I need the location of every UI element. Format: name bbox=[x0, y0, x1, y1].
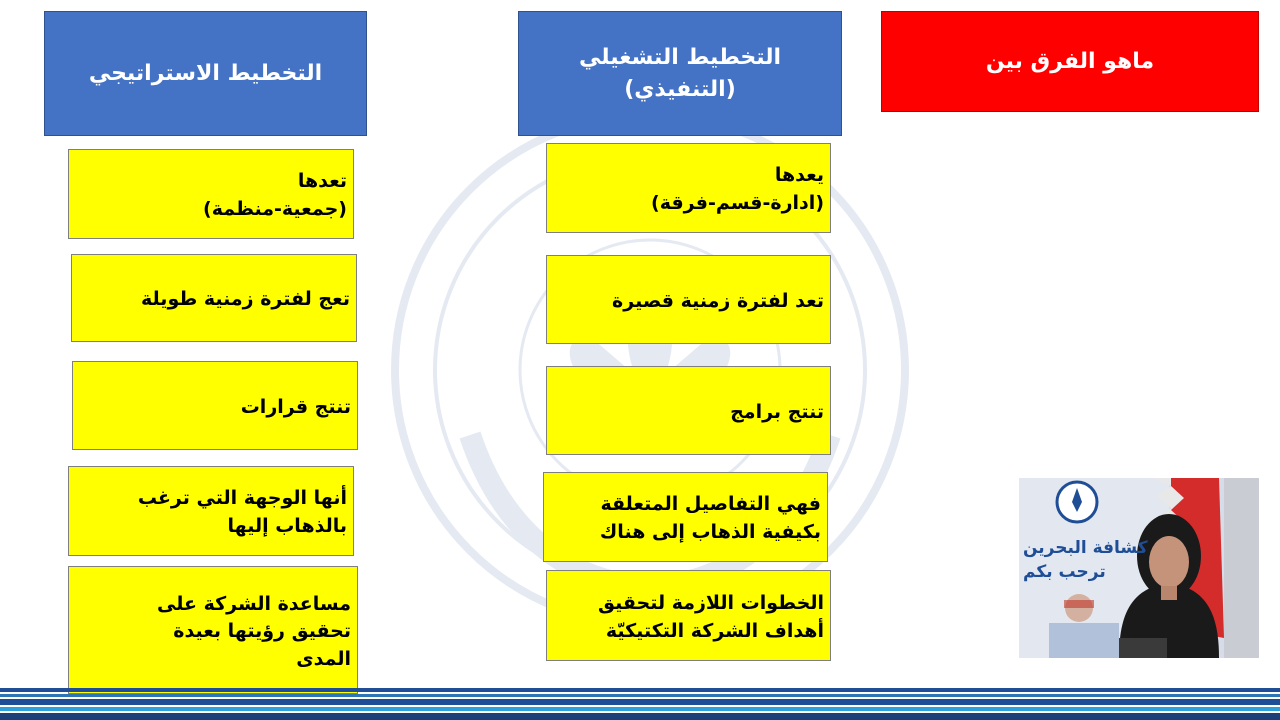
operational-planning-header bbox=[518, 11, 842, 136]
strategic-cell-4-line2: بالذهاب إليها bbox=[227, 515, 347, 537]
strategic-cell-1 bbox=[68, 149, 354, 239]
operational-cell-2 bbox=[546, 255, 831, 344]
strategic-header-text: التخطيط الاستراتيجي bbox=[88, 60, 323, 86]
operational-header-line2: (التنفيذي) bbox=[624, 76, 736, 102]
strategic-cell-2 bbox=[71, 254, 357, 342]
strategic-cell-1-line1: تعدها bbox=[297, 170, 347, 193]
strategic-cell-3 bbox=[72, 361, 358, 450]
strategic-cell-2-line1: تعج لفترة زمنية طويلة bbox=[141, 288, 350, 311]
strategic-cell-4 bbox=[68, 466, 354, 556]
webcam-banner-line2: ترحب بكم bbox=[1023, 562, 1106, 582]
difference-title-box bbox=[881, 11, 1259, 112]
operational-header-line1: التخطيط التشغيلي bbox=[578, 44, 782, 70]
operational-cell-1-line1: يعدها bbox=[774, 164, 824, 187]
strategic-cell-5-line2: تحقيق رؤيتها بعيدة bbox=[173, 620, 351, 643]
operational-cell-4 bbox=[543, 472, 828, 562]
operational-cell-1 bbox=[546, 143, 831, 233]
presenter-webcam-video[interactable] bbox=[1019, 478, 1259, 658]
operational-cell-3 bbox=[546, 366, 831, 455]
strategic-cell-3-line1: تنتج قرارات bbox=[240, 395, 351, 418]
strategic-cell-5-line1: مساعدة الشركة على bbox=[157, 592, 351, 615]
operational-cell-2-line1: تعد لفترة زمنية قصيرة bbox=[612, 289, 824, 312]
difference-title-text: ماهو الفرق بين bbox=[985, 48, 1155, 74]
strategic-planning-header bbox=[44, 11, 367, 136]
operational-cell-4-line1: فهي التفاصيل المتعلقة bbox=[600, 493, 821, 516]
operational-cell-4-line2: بكيفية الذهاب إلى هناك bbox=[599, 521, 821, 543]
strategic-cell-4-line1: أنها الوجهة التي ترغب bbox=[137, 487, 347, 510]
operational-cell-5 bbox=[546, 570, 831, 661]
strategic-cell-1-line2: (جمعية-منظمة) bbox=[203, 198, 347, 220]
operational-cell-1-line2: (ادارة-قسم-فرقة) bbox=[651, 192, 824, 214]
operational-cell-5-line2: أهداف الشركة التكتيكيّة bbox=[605, 619, 824, 642]
bottom-decorative-bar bbox=[0, 688, 1280, 720]
operational-cell-5-line1: الخطوات اللازمة لتحقيق bbox=[597, 591, 824, 614]
operational-cell-3-line1: تنتج برامج bbox=[730, 400, 824, 423]
strategic-cell-5 bbox=[68, 566, 358, 694]
strategic-cell-5-line3: المدى bbox=[296, 647, 351, 670]
webcam-banner-line1: كشافة البحرين bbox=[1023, 538, 1148, 558]
